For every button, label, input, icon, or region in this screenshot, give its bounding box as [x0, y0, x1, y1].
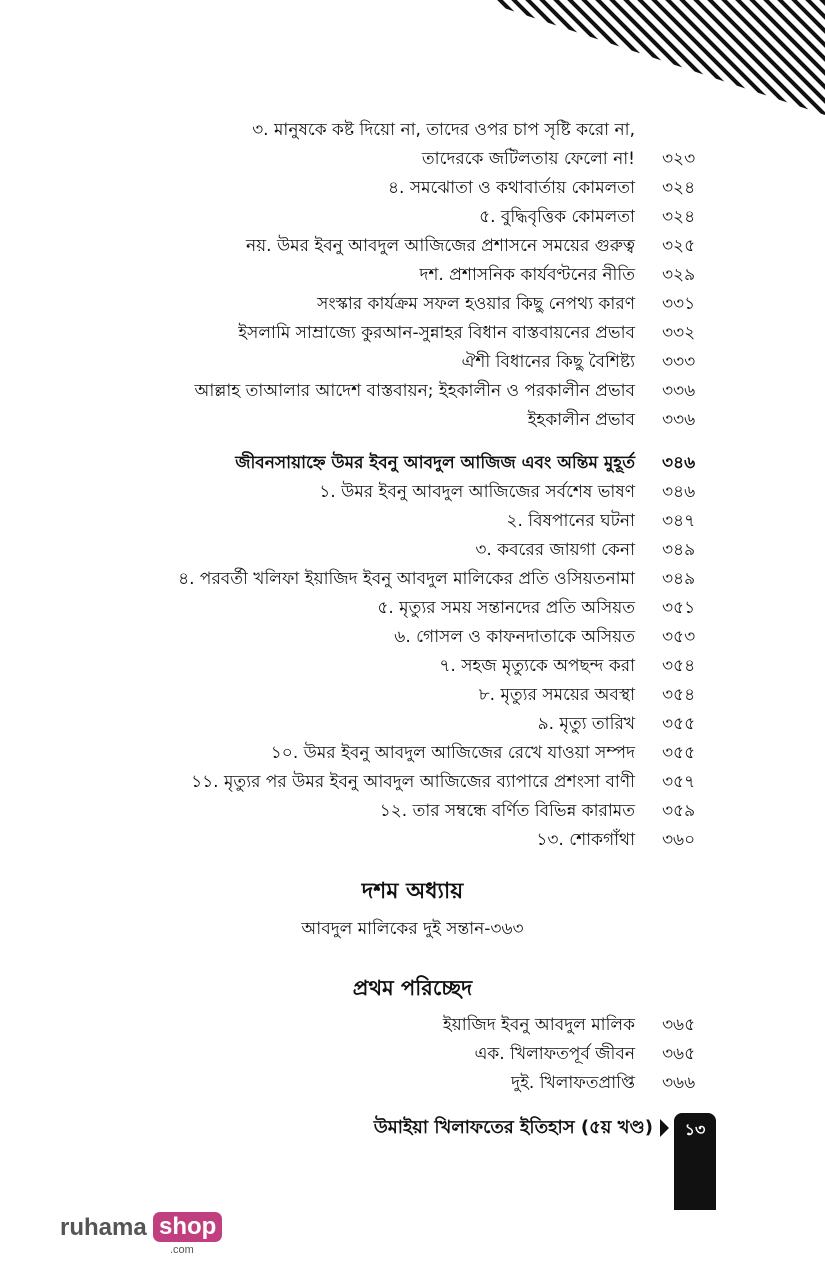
toc-entry-title: আল্লাহ তাআলার আদেশ বাস্তবায়ন; ইহকালীন ও পরকালীন প্রভাব	[194, 381, 635, 401]
toc-entry	[0, 174, 825, 203]
toc-entry-title: ঐশী বিধানের কিছু বৈশিষ্ট্য	[461, 352, 635, 372]
toc-entry	[0, 203, 825, 232]
toc-entry	[0, 623, 825, 652]
toc-entry-title: ৬. গোসল ও কাফনদাতাকে অসিয়ত	[394, 627, 635, 647]
toc-entry-page: ৩৪৯	[662, 540, 696, 560]
toc-entry	[0, 826, 825, 855]
chapter-subtitle: আবদুল মালিকের দুই সন্তান-৩৬৩	[301, 919, 524, 939]
toc-entry	[0, 406, 825, 435]
triangle-right-icon	[660, 1119, 669, 1137]
toc-entry-title: ৪. সমঝোতা ও কথাবার্তায় কোমলতা	[388, 178, 635, 198]
toc-entry-page: ৩৬০	[662, 830, 696, 850]
toc-entry-title: ১১. মৃত্যুর পর উমর ইবনু আবদুল আজিজের ব্যাপারে প্রশংসা বাণী	[191, 772, 635, 792]
toc-entry-title: নয়. উমর ইবনু আবদুল আজিজের প্রশাসনে সময়ের গুরুত্ব	[245, 236, 635, 256]
toc-entry-page: ৩৪৭	[662, 511, 696, 531]
logo-shop-text: shop	[153, 1212, 222, 1242]
toc-entry-page: ৩৬৫	[662, 1015, 696, 1035]
toc-entry	[0, 1011, 825, 1040]
ruhamashop-logo	[60, 1210, 230, 1260]
decorative-stripes	[480, 0, 825, 115]
toc-entry	[0, 536, 825, 565]
toc-entry-title: জীবনসায়াহ্নে উমর ইবনু আবদুল আজিজ এবং অন্তিম মুহূর্ত	[235, 453, 635, 473]
toc-entry	[0, 319, 825, 348]
toc-entry-title: ১৩. শোকগাঁথা	[536, 830, 635, 850]
toc-entry-page: ৩৪৬	[662, 453, 696, 473]
toc-entry-page: ৩২৫	[662, 236, 696, 256]
toc-entry	[0, 377, 825, 406]
logo-dotcom-text: .com	[170, 1244, 194, 1256]
toc-entry-title: ৫. বুদ্ধিবৃত্তিক কোমলতা	[479, 207, 635, 227]
toc-entry	[0, 710, 825, 739]
toc-entry-page: ৩৪৯	[662, 569, 696, 589]
toc-entry-page: ৩৩১	[662, 294, 696, 314]
toc-entry-page: ৩৩৩	[662, 352, 696, 372]
toc-entry	[0, 507, 825, 536]
toc-entry-page: ৩৪৬	[662, 482, 696, 502]
toc-entry-title: ইয়াজিদ ইবনু আবদুল মালিক	[442, 1015, 635, 1035]
toc-entry	[0, 565, 825, 594]
toc-entry-page: ৩৩৬	[662, 410, 696, 430]
toc-entry	[0, 261, 825, 290]
toc-entry-page: ৩৬৬	[662, 1073, 696, 1093]
toc-entry	[0, 348, 825, 377]
toc-entry	[0, 797, 825, 826]
toc-entry-title: ৯. মৃত্যু তারিখ	[537, 714, 635, 734]
toc-entry	[0, 739, 825, 768]
toc-entry-title: ১. উমর ইবনু আবদুল আজিজের সর্বশেষ ভাষণ	[319, 482, 635, 502]
toc-entry-page: ৩৩২	[662, 323, 696, 343]
toc-entry-page: ৩২৪	[662, 207, 696, 227]
toc-entry-page: ৩৫৫	[662, 743, 696, 763]
toc-entry-title: ৩. কবরের জায়গা কেনা	[475, 540, 635, 560]
toc-entry	[0, 768, 825, 797]
toc-entry-title: ইসলামি সাম্রাজ্যে কুরআন-সুন্নাহর বিধান বাস্তবায়নের প্রভাব	[238, 323, 635, 343]
toc-entry	[0, 1040, 825, 1069]
toc-entry-title: ৪. পরবর্তী খলিফা ইয়াজিদ ইবনু আবদুল মালিকের প্রতি ওসিয়তনামা	[178, 569, 635, 589]
toc-entry	[0, 290, 825, 319]
toc-entry	[0, 681, 825, 710]
toc-entry-title: ৮. মৃত্যুর সময়ের অবস্থা	[478, 685, 635, 705]
toc-entry-title: ৭. সহজ মৃত্যুকে অপছন্দ করা	[439, 656, 635, 676]
toc-entry	[0, 478, 825, 507]
toc-entry-title: সংস্কার কার্যক্রম সফল হওয়ার কিছু নেপথ্য কারণ	[317, 294, 635, 314]
toc-entry-title: ১০. উমর ইবনু আবদুল আজিজের রেখে যাওয়া সম্পদ	[270, 743, 635, 763]
toc-entry	[0, 652, 825, 681]
toc-entry-title: ২. বিষপানের ঘটনা	[506, 511, 635, 531]
toc-entry-page: ৩৫৪	[662, 685, 696, 705]
toc-entry-page: ৩৫৭	[662, 772, 696, 792]
toc-entry-page: ৩৫১	[662, 598, 696, 618]
toc-entry	[0, 116, 825, 145]
toc-entry	[0, 145, 825, 174]
toc-entry-page: ৩২৯	[662, 265, 696, 285]
toc-entry	[0, 594, 825, 623]
toc-entry-heading	[0, 449, 825, 478]
toc-entry-title: এক. খিলাফতপূর্ব জীবন	[474, 1044, 635, 1064]
toc-entry-page: ৩৫৪	[662, 656, 696, 676]
toc-entry-page: ৩৫৯	[662, 801, 696, 821]
page-number-tab	[674, 1113, 716, 1210]
section-title: প্রথম পরিচ্ছেদ	[352, 976, 473, 1000]
toc-entry	[0, 232, 825, 261]
toc-entry-page: ৩৫৫	[662, 714, 696, 734]
toc-entry-title: ইহকালীন প্রভাব	[527, 410, 635, 430]
toc-entry-title: দুই. খিলাফতপ্রাপ্তি	[511, 1073, 635, 1093]
logo-ruhama-text: ruhama	[60, 1214, 147, 1241]
running-footer-book-title: উমাইয়া খিলাফতের ইতিহাস (৫য় খণ্ড)	[373, 1117, 653, 1138]
toc-entry	[0, 1069, 825, 1098]
toc-entry-page: ৩৬৫	[662, 1044, 696, 1064]
toc-entry-page: ৩৫৩	[662, 627, 696, 647]
toc-entry-title: ৫. মৃত্যুর সময় সন্তানদের প্রতি অসিয়ত	[377, 598, 635, 618]
toc-entry-page: ৩৩৬	[662, 381, 696, 401]
toc-entry-page: ৩২৩	[662, 149, 696, 169]
page-number: ১৩	[684, 1120, 706, 1139]
toc-entry-title: ১২. তার সম্বন্ধে বর্ণিত বিভিন্ন কারামত	[379, 801, 635, 821]
toc-entry-page: ৩২৪	[662, 178, 696, 198]
toc-entry-title: ৩. মানুষকে কষ্ট দিয়ো না, তাদের ওপর চাপ সৃষ্টি করো না,	[252, 120, 635, 140]
chapter-title: দশম অধ্যায়	[361, 879, 464, 904]
toc-entry-title: তাদেরকে জটিলতায় ফেলো না!	[421, 149, 635, 169]
toc-entry-title: দশ. প্রশাসনিক কার্যবণ্টনের নীতি	[419, 265, 635, 285]
